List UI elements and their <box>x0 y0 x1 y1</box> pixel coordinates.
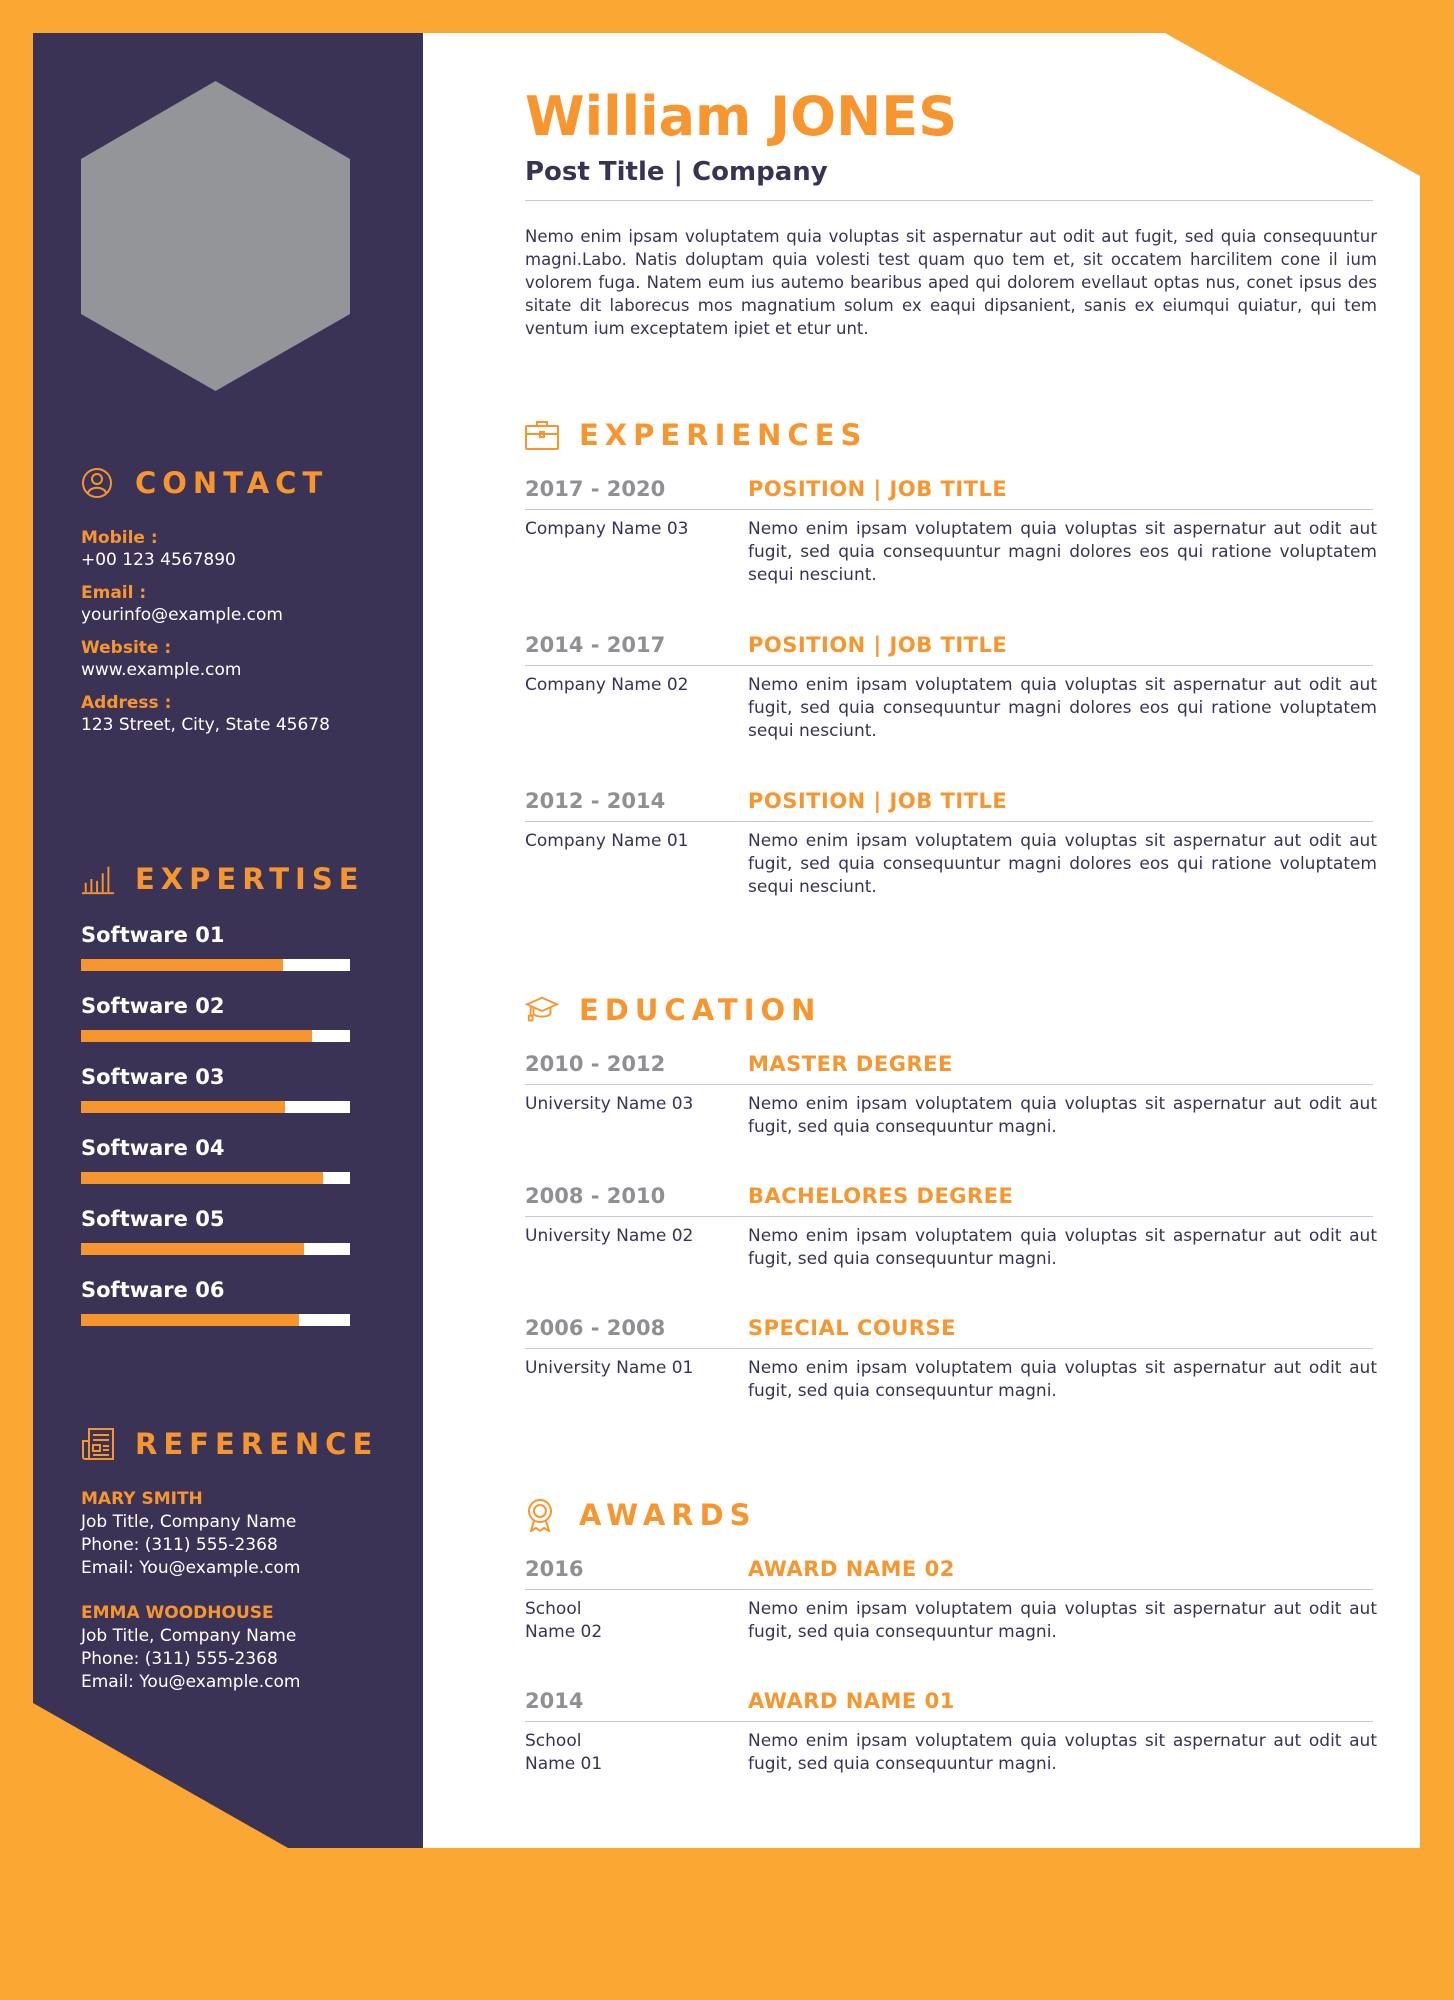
entry-title: SPECIAL COURSE <box>748 1316 956 1340</box>
contact-label: Address : <box>81 693 172 713</box>
skill-bar <box>81 1030 350 1042</box>
contact-label: Website : <box>81 638 172 658</box>
entry-period: 2010 - 2012 <box>525 1052 666 1076</box>
entry-divider <box>525 509 1373 510</box>
contact-item-email <box>81 582 391 626</box>
experiences-section <box>525 415 1377 897</box>
entry-divider <box>525 1084 1373 1085</box>
entry-organization: University Name 01 <box>525 1358 694 1378</box>
profile-photo-placeholder <box>81 81 350 391</box>
entry-period: 2016 <box>525 1557 584 1581</box>
reference-job: Job Title, Company Name <box>81 1626 297 1646</box>
header-divider <box>525 200 1373 201</box>
reference-list <box>81 1488 391 1694</box>
entry-period: 2017 - 2020 <box>525 477 666 501</box>
skill-level-fill <box>81 1172 323 1184</box>
reference-email: Email: You@example.com <box>81 1558 301 1578</box>
award-medal-icon <box>525 1498 559 1532</box>
skill-item <box>81 1205 391 1276</box>
entry-period: 2012 - 2014 <box>525 789 666 813</box>
education-title: EDUCATION <box>579 993 822 1027</box>
entry-description: Nemo enim ipsam voluptatem quia voluptas sit aspernatur aut odit aut fugit, sed quia consequuntur magni. <box>748 1599 1377 1642</box>
reference-email: Email: You@example.com <box>81 1672 301 1692</box>
main-content <box>423 33 1420 1848</box>
skill-item <box>81 921 391 992</box>
post-title: Post Title | Company <box>525 157 828 187</box>
contact-item-address <box>81 692 391 736</box>
reference-job: Job Title, Company Name <box>81 1512 297 1532</box>
skill-item <box>81 1134 391 1205</box>
expertise-heading <box>81 859 391 899</box>
entry-title: AWARD NAME 02 <box>748 1557 955 1581</box>
skill-name: Software 05 <box>81 1207 225 1231</box>
sidebar <box>33 33 423 1848</box>
reference-section <box>81 1424 391 1716</box>
entry-period: 2006 - 2008 <box>525 1316 666 1340</box>
entry-title: AWARD NAME 01 <box>748 1689 955 1713</box>
entry-organization: Company Name 03 <box>525 519 689 539</box>
skill-bar <box>81 1172 350 1184</box>
graduation-cap-icon <box>525 993 559 1027</box>
entry-title: BACHELORES DEGREE <box>748 1184 1014 1208</box>
skill-level-fill <box>81 1314 299 1326</box>
skill-item <box>81 992 391 1063</box>
person-name: William JONES <box>525 85 958 148</box>
skill-level-fill <box>81 1243 304 1255</box>
reference-name: EMMA WOODHOUSE <box>81 1603 274 1623</box>
entry-title: POSITION | JOB TITLE <box>748 477 1008 501</box>
contact-label: Mobile : <box>81 528 158 548</box>
skill-name: Software 04 <box>81 1136 225 1160</box>
contact-title: CONTACT <box>135 466 329 500</box>
entry-description: Nemo enim ipsam voluptatem quia voluptas sit aspernatur aut odit aut fugit, sed quia consequuntur magni. <box>748 1731 1377 1774</box>
contact-item-website <box>81 637 391 681</box>
entry-description: Nemo enim ipsam voluptatem quia voluptas sit aspernatur aut odit aut fugit, sed quia consequuntur magni. <box>748 1226 1377 1269</box>
contact-label: Email : <box>81 583 147 603</box>
skill-item <box>81 1063 391 1134</box>
entry-description: Nemo enim ipsam voluptatem quia voluptas sit aspernatur aut odit aut fugit, sed quia consequuntur magni dolores eos qui ratione voluptatem sequi nesciunt. <box>748 675 1377 741</box>
bar-chart-icon <box>81 862 115 896</box>
contact-value: www.example.com <box>81 660 242 680</box>
profile-summary: Nemo enim ipsam voluptatem quia voluptas sit aspernatur aut odit aut fugit, sed quia consequuntur magni.Labo. Natis doluptam quia volesti test quam quo tem et, sit occatem harcilitem cone il ium volorem fuga. Natem eum ius autemo bearibus aped qui dolorem evellaut optas nus, conet ipsus des sitate dit laborecus mos magnatium solum ex eaqui dipsanient, sanis ex eiumqui quiatur, qui tem ventum ium exceptatem ipiet et etur unt. <box>525 227 1377 338</box>
entry-description: Nemo enim ipsam voluptatem quia voluptas sit aspernatur aut odit aut fugit, sed quia consequuntur magni. <box>748 1094 1377 1137</box>
skill-level-fill <box>81 1101 285 1113</box>
expertise-title: EXPERTISE <box>135 862 365 896</box>
skill-name: Software 06 <box>81 1278 225 1302</box>
entry-divider <box>525 1348 1373 1349</box>
skill-name: Software 03 <box>81 1065 225 1089</box>
entry-organization: School Name 01 <box>525 1731 603 1774</box>
skill-level-fill <box>81 959 283 971</box>
awards-section <box>525 1495 1377 1774</box>
skill-bar <box>81 1314 350 1326</box>
entry-description: Nemo enim ipsam voluptatem quia voluptas sit aspernatur aut odit aut fugit, sed quia consequuntur magni. <box>748 1358 1377 1401</box>
experiences-heading <box>525 415 1377 455</box>
reference-phone: Phone: (311) 555-2368 <box>81 1649 278 1669</box>
entry-divider <box>525 665 1373 666</box>
contact-value: yourinfo@example.com <box>81 605 283 625</box>
expertise-section <box>81 859 391 1347</box>
reference-phone: Phone: (311) 555-2368 <box>81 1535 278 1555</box>
education-heading <box>525 990 1377 1030</box>
entry-organization: University Name 03 <box>525 1094 694 1114</box>
skill-bar <box>81 1243 350 1255</box>
reference-title: REFERENCE <box>135 1427 379 1461</box>
entry-description: Nemo enim ipsam voluptatem quia voluptas sit aspernatur aut odit aut fugit, sed quia consequuntur magni dolores eos qui ratione voluptatem sequi nesciunt. <box>748 519 1377 585</box>
entry-description: Nemo enim ipsam voluptatem quia voluptas sit aspernatur aut odit aut fugit, sed quia consequuntur magni dolores eos qui ratione voluptatem sequi nesciunt. <box>748 831 1377 897</box>
briefcase-icon <box>525 418 559 452</box>
entry-divider <box>525 1216 1373 1217</box>
skill-name: Software 01 <box>81 923 225 947</box>
entry-title: MASTER DEGREE <box>748 1052 953 1076</box>
entry-organization: School Name 02 <box>525 1599 603 1642</box>
contact-value: +00 123 4567890 <box>81 550 236 570</box>
entry-divider <box>525 1589 1373 1590</box>
entry-period: 2014 <box>525 1689 584 1713</box>
skill-item <box>81 1276 391 1347</box>
experiences-title: EXPERIENCES <box>579 418 868 452</box>
skill-bar <box>81 959 350 971</box>
skill-bar <box>81 1101 350 1113</box>
reference-heading <box>81 1424 391 1464</box>
contact-heading <box>81 463 391 503</box>
skill-name: Software 02 <box>81 994 225 1018</box>
entry-organization: Company Name 02 <box>525 675 689 695</box>
entry-divider <box>525 1721 1373 1722</box>
contact-value: 123 Street, City, State 45678 <box>81 715 330 735</box>
education-section <box>525 990 1377 1401</box>
entry-title: POSITION | JOB TITLE <box>748 789 1008 813</box>
entry-divider <box>525 821 1373 822</box>
entry-period: 2008 - 2010 <box>525 1184 666 1208</box>
contact-list <box>81 527 391 736</box>
entry-period: 2014 - 2017 <box>525 633 666 657</box>
user-circle-icon <box>81 466 115 500</box>
document-icon <box>81 1427 115 1461</box>
reference-item <box>81 1602 391 1694</box>
skill-list <box>81 921 391 1347</box>
entry-organization: Company Name 01 <box>525 831 689 851</box>
reference-name: MARY SMITH <box>81 1489 203 1509</box>
contact-section <box>81 463 391 747</box>
contact-item-mobile <box>81 527 391 571</box>
reference-item <box>81 1488 391 1580</box>
entry-organization: University Name 02 <box>525 1226 694 1246</box>
awards-title: AWARDS <box>579 1498 757 1532</box>
awards-heading <box>525 1495 1377 1535</box>
entry-title: POSITION | JOB TITLE <box>748 633 1008 657</box>
skill-level-fill <box>81 1030 312 1042</box>
